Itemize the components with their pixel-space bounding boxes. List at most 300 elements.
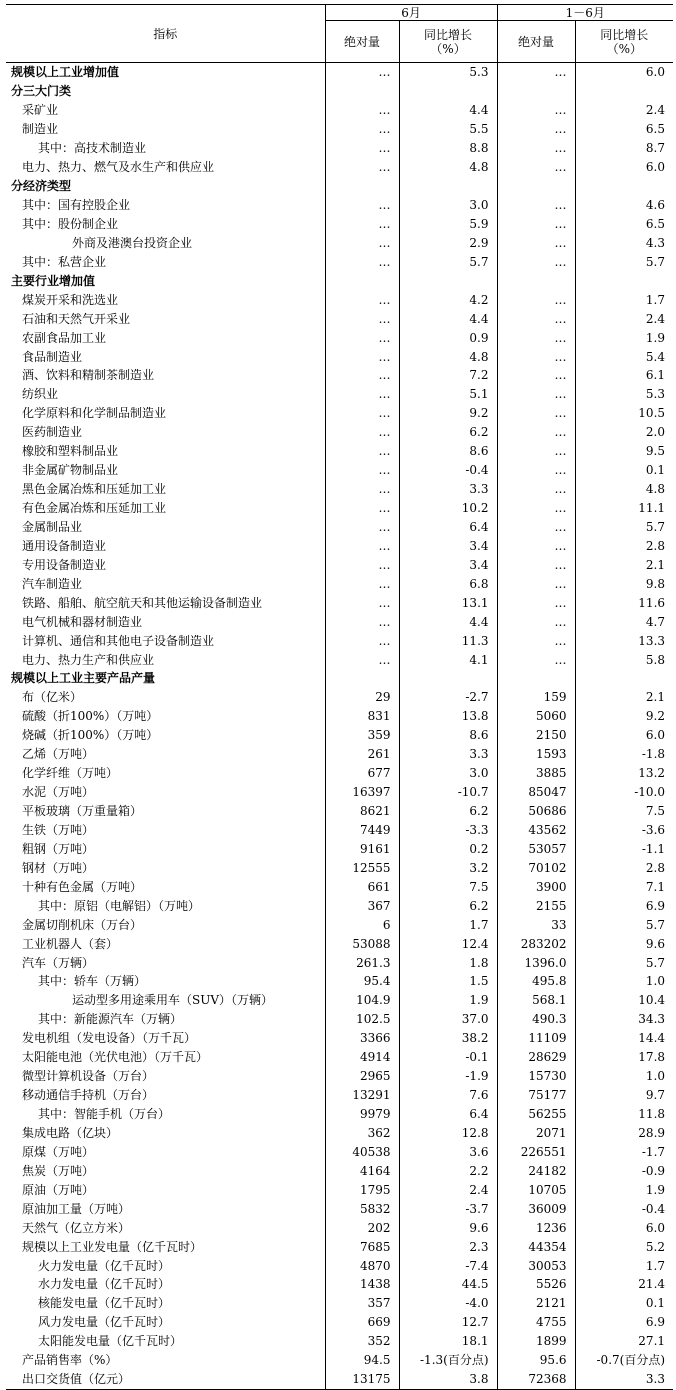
june-yoy-cell: 1.9 [399,991,497,1010]
row-label: 非金属矿物制品业 [22,463,119,478]
jan-jun-absolute-cell: … [497,366,575,385]
june-yoy-cell: 4.4 [399,309,497,328]
june-absolute-cell: 1795 [325,1180,399,1199]
june-yoy-cell: 8.6 [399,442,497,461]
jan-jun-yoy-cell: -10.0 [575,783,673,802]
june-absolute-cell [325,82,399,101]
jan-jun-absolute-cell: 36009 [497,1199,575,1218]
jan-jun-yoy-cell [575,271,673,290]
jan-jun-absolute-cell: 33 [497,915,575,934]
jan-jun-yoy-cell: 1.0 [575,1067,673,1086]
jan-jun-absolute-cell: 43562 [497,821,575,840]
jan-jun-absolute-cell: … [497,63,575,82]
jan-jun-yoy-cell: 5.7 [575,518,673,537]
row-label: 分三大门类 [11,84,72,99]
june-yoy-cell: 4.4 [399,612,497,631]
table-row [6,707,673,726]
row-label: 风力发电量（亿千瓦时） [38,1315,171,1330]
row-label: 乙烯（万吨） [22,747,95,762]
june-absolute-header: 绝对量 [325,21,399,63]
table-row [6,688,673,707]
row-label: 出口交货值（亿元） [22,1372,131,1387]
jan-jun-yoy-cell: 1.0 [575,972,673,991]
jan-jun-yoy-cell: 1.9 [575,1180,673,1199]
section-row [6,63,673,82]
jan-jun-yoy-cell: 1.7 [575,290,673,309]
row-label: 焦炭（万吨） [22,1163,95,1178]
june-yoy-cell: 18.1 [399,1332,497,1351]
jan-jun-yoy-cell: 0.1 [575,1294,673,1313]
jan-jun-absolute-cell: … [497,347,575,366]
table-row [6,1029,673,1048]
jan-jun-absolute-cell: 28629 [497,1048,575,1067]
jan-jun-absolute-cell: 2121 [497,1294,575,1313]
section-row [6,82,673,101]
row-label: 工业机器人（套） [22,936,119,951]
june-yoy-cell: -3.7 [399,1199,497,1218]
table-row [6,896,673,915]
section-row [6,177,673,196]
june-absolute-cell: 261 [325,745,399,764]
row-label: 电力、热力、燃气及水生产和供应业 [22,160,215,175]
row-label: 微型计算机设备（万台） [22,1069,155,1084]
jan-jun-absolute-cell: … [497,518,575,537]
june-yoy-cell: 3.3 [399,480,497,499]
table-row [6,934,673,953]
row-label: 橡胶和塑料制品业 [22,444,119,459]
jan-jun-absolute-cell: … [497,461,575,480]
jan-jun-yoy-cell: -1.1 [575,839,673,858]
jan-jun-yoy-cell: 9.7 [575,1086,673,1105]
table-row [6,631,673,650]
row-label: 规模以上工业发电量（亿千瓦时） [22,1239,203,1254]
jan-jun-absolute-cell: 75177 [497,1086,575,1105]
jan-jun-absolute-cell [497,669,575,688]
row-label: 平板玻璃（万重量箱） [22,804,143,819]
jan-jun-yoy-cell: 6.0 [575,726,673,745]
row-label: 硫酸（折100%）（万吨） [22,709,159,724]
jan-jun-absolute-cell: … [497,536,575,555]
june-absolute-cell: 1438 [325,1275,399,1294]
jan-jun-yoy-cell: 4.8 [575,480,673,499]
june-yoy-cell: 2.2 [399,1161,497,1180]
row-label: 水力发电量（亿千瓦时） [38,1277,171,1292]
table-row [6,821,673,840]
row-label: 产品销售率（%） [22,1353,118,1368]
row-label: 其中：轿车（万辆） [38,974,147,989]
row-label: 医药制造业 [22,425,83,440]
row-label: 制造业 [22,122,59,137]
june-absolute-cell: 4164 [325,1161,399,1180]
table-row [6,139,673,158]
jan-jun-yoy-cell: 5.7 [575,915,673,934]
jan-jun-absolute-cell: 1593 [497,745,575,764]
june-yoy-cell: 37.0 [399,1010,497,1029]
table-row [6,404,673,423]
june-yoy-cell: 1.7 [399,915,497,934]
jan-jun-yoy-cell: 6.5 [575,215,673,234]
june-absolute-cell: … [325,593,399,612]
table-row [6,347,673,366]
jan-jun-yoy-cell: 11.6 [575,593,673,612]
table-row [6,1161,673,1180]
june-absolute-cell: … [325,366,399,385]
indicator-header: 指标 [6,5,325,63]
table-row [6,1067,673,1086]
jan-jun-absolute-cell: … [497,328,575,347]
june-absolute-cell: … [325,574,399,593]
jan-jun-yoy-cell: 9.2 [575,707,673,726]
june-yoy-cell: -2.7 [399,688,497,707]
june-yoy-cell: 6.8 [399,574,497,593]
table-row [6,1010,673,1029]
june-yoy-cell: 13.1 [399,593,497,612]
june-yoy-cell: 44.5 [399,1275,497,1294]
june-yoy-cell: -1.9 [399,1067,497,1086]
june-absolute-cell: … [325,631,399,650]
june-yoy-cell: 10.2 [399,499,497,518]
june-absolute-cell: 3366 [325,1029,399,1048]
june-absolute-cell: 4914 [325,1048,399,1067]
jan-jun-absolute-cell: 2150 [497,726,575,745]
jan-jun-absolute-cell: … [497,612,575,631]
row-label: 天然气（亿立方米） [22,1220,131,1235]
jan-jun-yoy-cell: 2.1 [575,688,673,707]
jan-jun-yoy-cell: 6.0 [575,1218,673,1237]
jan-jun-yoy-cell: 1.7 [575,1256,673,1275]
jan-jun-absolute-cell: … [497,404,575,423]
june-yoy-cell: 6.4 [399,518,497,537]
table-row [6,802,673,821]
jan-jun-absolute-cell: 5060 [497,707,575,726]
jan-jun-yoy-cell: 2.4 [575,309,673,328]
june-absolute-cell: … [325,536,399,555]
jan-jun-absolute-cell [497,177,575,196]
june-yoy-cell: 9.6 [399,1218,497,1237]
june-absolute-cell: 9161 [325,839,399,858]
jan-jun-absolute-cell: … [497,385,575,404]
june-yoy-cell: 0.9 [399,328,497,347]
jan-jun-yoy-cell: 6.0 [575,63,673,82]
section-row [6,669,673,688]
jan-jun-yoy-cell: -3.6 [575,821,673,840]
table-row [6,461,673,480]
row-label: 钢材（万吨） [22,860,95,875]
row-label: 其中：私营企业 [22,254,107,269]
table-row [6,1370,673,1389]
table-row [6,764,673,783]
june-yoy-cell [399,669,497,688]
row-label: 核能发电量（亿千瓦时） [38,1296,171,1311]
table-row [6,1275,673,1294]
june-yoy-cell: 7.5 [399,877,497,896]
june-absolute-cell: … [325,385,399,404]
jan-jun-absolute-cell: 159 [497,688,575,707]
section-row [6,271,673,290]
table-row [6,1142,673,1161]
table-row [6,385,673,404]
june-absolute-cell: … [325,139,399,158]
june-absolute-cell: 16397 [325,783,399,802]
table-row [6,593,673,612]
jan-jun-absolute-cell: 72368 [497,1370,575,1389]
june-absolute-cell [325,177,399,196]
row-label: 汽车（万辆） [22,955,95,970]
june-yoy-cell: 7.2 [399,366,497,385]
jan-jun-absolute-cell [497,82,575,101]
june-absolute-cell: 4870 [325,1256,399,1275]
jan-jun-absolute-cell: 1899 [497,1332,575,1351]
industrial-statistics-table [6,4,673,1390]
jan-jun-yoy-cell: 3.3 [575,1370,673,1389]
jan-jun-yoy-cell [575,177,673,196]
jan-jun-yoy-cell: 7.5 [575,802,673,821]
row-label: 规模以上工业增加值 [11,65,120,80]
june-absolute-cell: … [325,480,399,499]
jan-jun-absolute-cell: … [497,196,575,215]
june-absolute-cell: … [325,347,399,366]
row-label: 其中：股份制企业 [22,216,119,231]
row-label: 外商及港澳台投资企业 [72,235,193,250]
june-yoy-cell: 6.4 [399,1105,497,1124]
june-yoy-cell: 3.3 [399,745,497,764]
june-absolute-cell: 40538 [325,1142,399,1161]
june-yoy-cell: 0.2 [399,839,497,858]
jan-jun-absolute-cell: 44354 [497,1237,575,1256]
june-yoy-cell: 6.2 [399,423,497,442]
june-absolute-cell: 8621 [325,802,399,821]
row-label: 通用设备制造业 [22,538,107,553]
row-label: 十种有色金属（万吨） [22,879,143,894]
jan-jun-absolute-cell: 53057 [497,839,575,858]
row-label: 农副食品加工业 [22,330,107,345]
jan-jun-yoy-cell: 5.7 [575,252,673,271]
june-yoy-cell: 38.2 [399,1029,497,1048]
june-yoy-cell [399,271,497,290]
jan-jun-yoy-cell: 1.9 [575,328,673,347]
june-yoy-cell: 12.7 [399,1313,497,1332]
june-yoy-cell: 3.2 [399,858,497,877]
june-absolute-cell: … [325,518,399,537]
jan-jun-yoy-cell: 4.6 [575,196,673,215]
table-row [6,309,673,328]
june-absolute-cell: 5832 [325,1199,399,1218]
june-yoy-cell: 2.9 [399,233,497,252]
june-yoy-cell: 6.2 [399,802,497,821]
june-yoy-cell: 4.1 [399,650,497,669]
row-label: 布（亿米） [22,690,83,705]
june-yoy-cell: 5.3 [399,63,497,82]
table-row [6,423,673,442]
jan-jun-yoy-cell: 4.3 [575,233,673,252]
jan-jun-yoy-cell: 2.4 [575,101,673,120]
jan-jun-yoy-cell: 5.2 [575,1237,673,1256]
june-yoy-cell: -10.7 [399,783,497,802]
jan-jun-absolute-cell: 2155 [497,896,575,915]
row-label: 太阳能发电量（亿千瓦时） [38,1334,183,1349]
jan-jun-absolute-cell: … [497,101,575,120]
june-absolute-cell: 661 [325,877,399,896]
table-row [6,1086,673,1105]
jan-jun-yoy-cell: 6.9 [575,896,673,915]
june-yoy-cell: 6.2 [399,896,497,915]
june-absolute-cell: … [325,196,399,215]
jan-jun-absolute-cell: … [497,423,575,442]
jan-jun-yoy-cell: 13.3 [575,631,673,650]
jan-jun-yoy-cell [575,669,673,688]
table-row [6,1332,673,1351]
table-row [6,499,673,518]
row-label: 金属切削机床（万台） [22,917,143,932]
jan-jun-absolute-cell: 56255 [497,1105,575,1124]
jan-jun-yoy-cell: 9.6 [575,934,673,953]
row-label: 生铁（万吨） [22,822,95,837]
table-row [6,290,673,309]
row-label: 粗钢（万吨） [22,841,95,856]
jan-jun-yoy-cell: 6.1 [575,366,673,385]
june-absolute-cell: … [325,461,399,480]
june-absolute-cell: … [325,309,399,328]
table-row [6,783,673,802]
jan-jun-yoy-cell: 10.5 [575,404,673,423]
june-absolute-cell: … [325,442,399,461]
june-absolute-cell: … [325,555,399,574]
jan-jun-absolute-cell [497,271,575,290]
june-absolute-cell: … [325,63,399,82]
table-row [6,612,673,631]
june-yoy-cell: -4.0 [399,1294,497,1313]
june-absolute-cell: 2965 [325,1067,399,1086]
jan-jun-header: 1－6月 [497,5,673,21]
jan-jun-absolute-cell: … [497,158,575,177]
table-row [6,972,673,991]
jan-jun-absolute-cell: 15730 [497,1067,575,1086]
jan-jun-absolute-cell: … [497,480,575,499]
june-yoy-cell: 4.4 [399,101,497,120]
table-row [6,1048,673,1067]
june-header: 6月 [325,5,497,21]
jan-jun-absolute-cell: 5526 [497,1275,575,1294]
table-row [6,120,673,139]
table-row [6,1313,673,1332]
table-row [6,1294,673,1313]
june-yoy-cell: 12.8 [399,1124,497,1143]
june-absolute-cell: … [325,252,399,271]
jan-jun-yoy-cell: 28.9 [575,1124,673,1143]
june-absolute-cell: 95.4 [325,972,399,991]
june-yoy-cell: 4.8 [399,347,497,366]
jan-jun-yoy-header: 同比增长 （%） [575,21,673,63]
table-row [6,1237,673,1256]
jan-jun-yoy-cell: 8.7 [575,139,673,158]
june-absolute-cell: … [325,612,399,631]
jan-jun-absolute-cell: 24182 [497,1161,575,1180]
june-yoy-cell: 7.6 [399,1086,497,1105]
row-label: 纺织业 [22,387,59,402]
row-label: 其中：智能手机（万台） [38,1107,171,1122]
row-label: 电力、热力生产和供应业 [22,652,155,667]
june-absolute-cell: 669 [325,1313,399,1332]
table-row [6,366,673,385]
june-absolute-cell: 352 [325,1332,399,1351]
jan-jun-absolute-cell: 85047 [497,783,575,802]
june-yoy-cell: 3.4 [399,536,497,555]
jan-jun-absolute-cell: 3885 [497,764,575,783]
june-yoy-cell: 12.4 [399,934,497,953]
june-yoy-cell: 5.9 [399,215,497,234]
june-absolute-cell: 9979 [325,1105,399,1124]
jan-jun-yoy-cell: 13.2 [575,764,673,783]
june-yoy-cell: 4.8 [399,158,497,177]
row-label: 计算机、通信和其他电子设备制造业 [22,633,215,648]
table-row [6,328,673,347]
june-yoy-cell: 5.5 [399,120,497,139]
june-absolute-cell: 359 [325,726,399,745]
jan-jun-absolute-cell: … [497,574,575,593]
jan-jun-yoy-cell: 6.0 [575,158,673,177]
june-yoy-cell: -0.1 [399,1048,497,1067]
june-absolute-cell: … [325,423,399,442]
table-row [6,252,673,271]
jan-jun-absolute-cell: … [497,499,575,518]
row-label: 其中：新能源汽车（万辆） [38,1012,183,1027]
row-label: 黑色金属冶炼和压延加工业 [22,482,167,497]
statistics-table-page [6,4,673,1390]
row-label: 原油（万吨） [22,1182,95,1197]
jan-jun-yoy-cell: 2.0 [575,423,673,442]
june-absolute-cell: … [325,120,399,139]
row-label: 煤炭开采和洗选业 [22,292,119,307]
june-yoy-cell: 5.1 [399,385,497,404]
june-yoy-cell: -3.3 [399,821,497,840]
jan-jun-yoy-cell: 2.8 [575,536,673,555]
row-label: 集成电路（亿块） [22,1125,119,1140]
jan-jun-yoy-cell [575,82,673,101]
table-row [6,858,673,877]
june-absolute-cell: 29 [325,688,399,707]
jan-jun-absolute-cell: 1396.0 [497,953,575,972]
jan-jun-absolute-cell: 1236 [497,1218,575,1237]
jan-jun-absolute-cell: 568.1 [497,991,575,1010]
jan-jun-yoy-cell: -1.8 [575,745,673,764]
table-row [6,442,673,461]
jan-jun-yoy-cell: 21.4 [575,1275,673,1294]
june-yoy-cell: 4.2 [399,290,497,309]
jan-jun-absolute-cell: 2071 [497,1124,575,1143]
june-absolute-cell [325,669,399,688]
june-absolute-cell [325,271,399,290]
row-label: 电气机械和器材制造业 [22,614,143,629]
jan-jun-yoy-cell: 11.1 [575,499,673,518]
jan-jun-yoy-cell: -0.4 [575,1199,673,1218]
june-yoy-cell: 8.6 [399,726,497,745]
jan-jun-absolute-cell: … [497,252,575,271]
jan-jun-absolute-cell: … [497,233,575,252]
table-row [6,877,673,896]
june-yoy-cell: 3.0 [399,196,497,215]
table-row [6,101,673,120]
row-label: 发电机组（发电设备）（万千瓦） [22,1031,197,1046]
jan-jun-absolute-cell: 226551 [497,1142,575,1161]
table-row [6,1199,673,1218]
row-label: 其中：高技术制造业 [38,141,147,156]
row-label: 分经济类型 [11,179,72,194]
jan-jun-absolute-cell: 70102 [497,858,575,877]
table-row [6,1124,673,1143]
jan-jun-absolute-cell: … [497,290,575,309]
table-row [6,1218,673,1237]
june-absolute-cell: 94.5 [325,1351,399,1370]
